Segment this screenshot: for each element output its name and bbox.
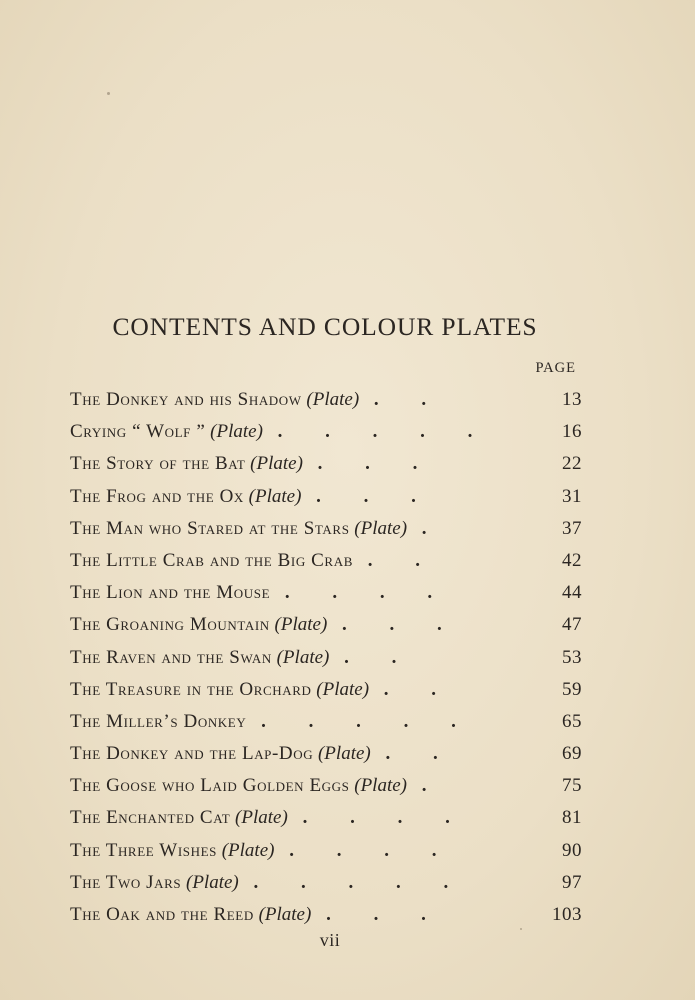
toc-entry (70, 416, 582, 448)
toc-entry-plate: (Plate) (316, 678, 370, 700)
toc-entry-page: 13 (562, 389, 582, 410)
toc-entry-leader: . . . (342, 614, 461, 636)
toc-entry-page: 75 (562, 775, 582, 797)
toc-entry-leader: . . . . . (277, 421, 492, 443)
toc-entry (70, 674, 582, 706)
toc-entry-page: 59 (562, 678, 582, 700)
toc-entry (70, 384, 582, 416)
toc-entry-title: The Three Wishes (70, 839, 217, 861)
toc-entry (70, 706, 582, 738)
toc-entry-page: 65 (562, 710, 582, 732)
paper-speck (107, 92, 110, 95)
toc-entry-leader: . . (385, 743, 457, 765)
toc-entry-leader: . . . (316, 485, 435, 507)
toc-entry-page: 81 (562, 807, 582, 829)
toc-entry (70, 835, 582, 867)
toc-entry-plate: (Plate) (221, 839, 275, 861)
toc-entry-page: 44 (562, 582, 582, 604)
toc-entry-page: 37 (562, 517, 582, 539)
toc-entry-leader: . (421, 517, 446, 539)
toc-entry-plate: (Plate) (258, 904, 312, 925)
page-folio: vii (319, 930, 341, 950)
toc-entry (70, 481, 582, 513)
toc-entry-plate: (Plate) (250, 453, 303, 475)
toc-entry-plate: (Plate) (248, 485, 302, 507)
toc-entry-title: The Little Crab and the Big Crab (70, 549, 353, 571)
toc-entry-title: The Enchanted Cat (70, 807, 231, 829)
toc-entry-plate: (Plate) (186, 871, 239, 893)
toc-entry-leader: . . (373, 389, 446, 410)
toc-entry (70, 802, 582, 834)
page-column-header: PAGE (535, 360, 576, 376)
toc-entry (70, 448, 582, 480)
toc-entry (70, 867, 582, 899)
toc-entry (70, 513, 582, 545)
toc-entry-leader: . . . (326, 904, 445, 925)
toc-entry-page: 69 (562, 743, 582, 765)
toc-entry-page: 103 (552, 904, 582, 925)
toc-entry-leader: . . . . (302, 807, 469, 829)
toc-entry-leader: . . . . . (253, 871, 468, 893)
toc-entry-plate: (Plate) (276, 646, 330, 668)
toc-entry-page: 16 (562, 421, 582, 443)
toc-entry-page: 97 (562, 871, 582, 893)
toc-entry (70, 545, 582, 577)
toc-entry-title: The Donkey and his Shadow (70, 389, 302, 410)
toc-entry-page: 22 (562, 453, 582, 475)
toc-entry (70, 738, 582, 770)
toc-entry-title: Crying “ Wolf ” (70, 421, 206, 443)
page-title: CONTENTS AND COLOUR PLATES (112, 312, 538, 341)
toc-entry-leader: . . (383, 678, 456, 700)
toc-entry-leader: . . . . (289, 839, 456, 861)
toc-entry-title: The Raven and the Swan (70, 646, 272, 668)
toc-entry-page: 47 (562, 614, 582, 636)
toc-entry-title: The Miller’s Donkey (70, 710, 247, 732)
contents-list (70, 384, 582, 931)
toc-entry (70, 899, 582, 931)
toc-entry-title: The Groaning Mountain (70, 614, 270, 636)
toc-entry-plate: (Plate) (306, 389, 360, 410)
toc-entry-title: The Goose who Laid Golden Eggs (70, 775, 350, 797)
toc-entry-title: The Frog and the Ox (70, 485, 244, 507)
toc-entry-title: The Man who Stared at the Stars (70, 517, 350, 539)
toc-entry-plate: (Plate) (210, 421, 263, 443)
toc-entry-leader: . (421, 775, 446, 797)
toc-entry-plate: (Plate) (317, 743, 371, 765)
toc-entry (70, 577, 582, 609)
toc-entry-leader: . . (344, 646, 416, 668)
toc-entry-leader: . . . . (284, 582, 452, 604)
toc-entry-title: The Two Jars (70, 871, 182, 893)
toc-entry-plate: (Plate) (274, 614, 328, 636)
toc-entry-page: 42 (562, 549, 582, 571)
toc-entry-leader: . . . . . (261, 710, 475, 732)
toc-entry-plate: (Plate) (354, 775, 408, 797)
toc-entry-plate: (Plate) (235, 807, 288, 829)
toc-entry (70, 642, 582, 674)
toc-entry (70, 609, 582, 641)
toc-entry (70, 770, 582, 802)
toc-entry-title: The Story of the Bat (70, 453, 246, 475)
toc-entry-title: The Oak and the Reed (70, 904, 254, 925)
toc-entry-page: 90 (562, 839, 582, 861)
toc-entry-leader: . . (367, 549, 439, 571)
toc-entry-page: 31 (562, 485, 582, 507)
toc-entry-title: The Donkey and the Lap-Dog (70, 743, 314, 765)
toc-entry-plate: (Plate) (354, 517, 408, 539)
toc-entry-title: The Treasure in the Orchard (70, 678, 312, 700)
toc-entry-title: The Lion and the Mouse (70, 582, 271, 604)
toc-entry-leader: . . . (317, 453, 437, 475)
toc-entry-page: 53 (562, 646, 582, 668)
